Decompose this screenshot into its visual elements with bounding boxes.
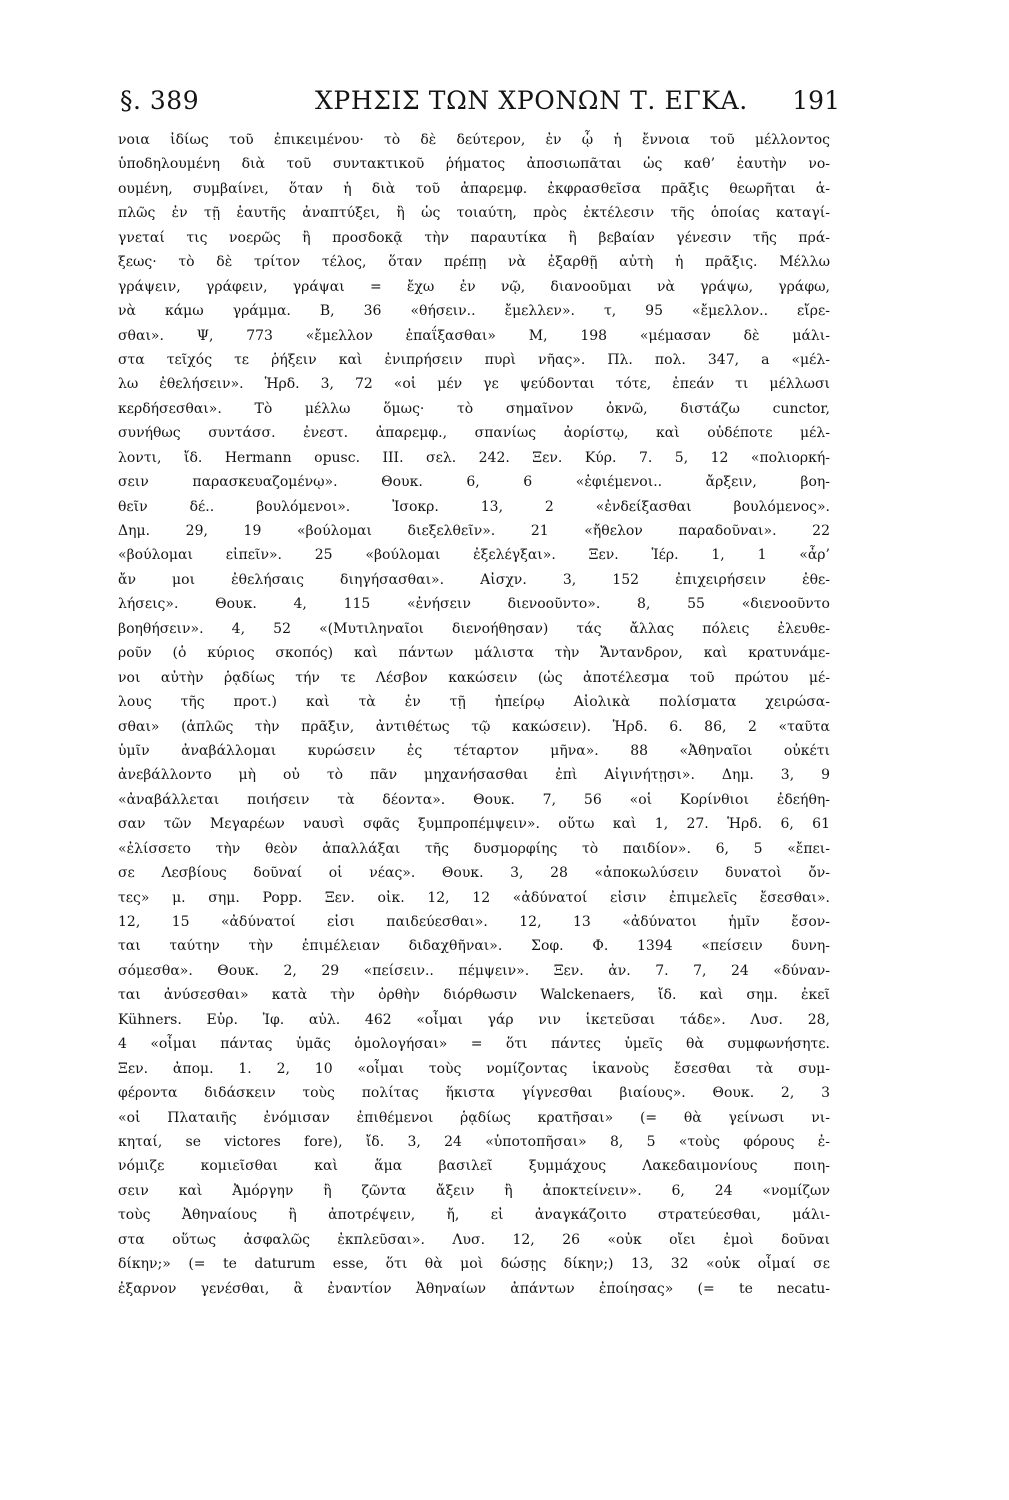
text-line: ἐξαρνον γενέσθαι, ἃ ἐναντίον Ἀθηναίων ἀπάντων ἐποίησας» (= te necatu- — [118, 1280, 830, 1297]
text-line: ροῦν (ὁ κύριος σκοπός) καὶ πάντων μάλιστα τὴν Ἄντανδρον, καὶ κρατυνάμε- — [118, 645, 830, 662]
text-line: λοντι, ἴδ. Hermann opusc. III. σελ. 242. Ξεν. Κύρ. 7. 5, 12 «πολιορκή- — [118, 449, 830, 466]
text-line: 12, 15 «ἀδύνατοί εἰσι παιδεύεσθαι». 12, 13 «ἀδύνατοι ἡμῖν ἔσον- — [118, 914, 830, 930]
text-line: Δημ. 29, 19 «βούλομαι διεξελθεῖν». 21 «ἤθελον παραδοῦναι». 22 — [118, 523, 830, 539]
text-line: Ξεν. ἀπομ. 1. 2, 10 «οἶμαι τοὺς νομίζοντας ἱκανοὺς ἔσεσθαι τὰ συμ- — [118, 1060, 830, 1077]
text-line: Kühners. Εὐρ. Ἰφ. αὐλ. 462 «οἶμαι γάρ νιν ἱκετεῦσαι τάδε». Λυσ. 28, — [118, 1011, 830, 1028]
section-number: §. 389 — [120, 86, 200, 115]
text-line: σθαι». Ψ, 773 «ἔμελλον ἐπαΐξασθαι» Μ, 198 «μέμασαν δὲ μάλι- — [118, 327, 830, 344]
text-line: νοι αὐτὴν ῥᾳδίως τήν τε Λέσβον κακώσειν (ὡς ἀποτέλεσμα τοῦ πρώτου μέ- — [118, 669, 830, 686]
text-line: συνήθως συντάσσ. ἐνεστ. ἀπαρεμφ., σπανίως ἀορίστῳ, καὶ οὐδέποτε μέλ- — [118, 425, 830, 442]
text-line: κερδήσεσθαι». Τὸ μέλλω ὅμως· τὸ σημαῖνον ὀκνῶ, διστάζω cunctor, — [118, 400, 830, 417]
text-line: φέροντα διδάσκειν τοὺς πολίτας ἥκιστα γίγνεσθαι βιαίους». Θουκ. 2, 3 — [118, 1085, 830, 1102]
text-line: νὰ κάμω γράμμα. Β, 36 «θήσειν.. ἔμελλεν». τ, 95 «ἔμελλον.. εἴρε- — [118, 303, 830, 320]
text-line: «ἐλίσσετο τὴν θεὸν ἀπαλλάξαι τῆς δυσμορφίης τὸ παιδίον». 6, 5 «ἔπει- — [118, 840, 830, 857]
text-line: θεῖν δέ.. βουλόμενοι». Ἰσοκρ. 13, 2 «ἐνδείξασθαι βουλόμενος». — [118, 498, 830, 515]
text-line: λήσεις». Θουκ. 4, 115 «ἐνήσειν διενοοῦντο». 8, 55 «διενοοῦντο — [118, 596, 830, 613]
text-line: γράψειν, γράφειν, γράψαι = ἔχω ἐν νῷ, διανοοῦμαι νὰ γράψω, γράφω, — [118, 278, 830, 295]
text-line: λους τῆς προτ.) καὶ τὰ ἐν τῇ ἠπείρῳ Αἰολικὰ πολίσματα χειρώσα- — [118, 694, 830, 711]
text-line: στα οὕτως ἀσφαλῶς ἐκπλεῦσαι». Λυσ. 12, 26 «οὐκ οἴει ἐμοὶ δοῦναι — [118, 1231, 830, 1248]
text-line: σθαι» (ἁπλῶς τὴν πρᾶξιν, ἀντιθέτως τῷ κακώσειν). Ἡρδ. 6. 86, 2 «ταῦτα — [118, 718, 830, 735]
text-line: ται ταύτην τὴν ἐπιμέλειαν διδαχθῆναι». Σοφ. Φ. 1394 «πείσειν δυνη- — [118, 938, 830, 955]
text-line: «ἀναβάλλεται ποιήσειν τὰ δέοντα». Θουκ. 7, 56 «οἱ Κορίνθιοι ἐδεήθη- — [118, 791, 830, 808]
text-line: τοὺς Ἀθηναίους ἢ ἀποτρέψειν, ἤ, εἰ ἀναγκάζοιτο στρατεύεσθαι, μάλι- — [118, 1207, 830, 1224]
text-line: ξεως· τὸ δὲ τρίτον τέλος, ὅταν πρέπῃ νὰ ἐξαρθῇ αὐτὴ ἡ πρᾶξις. Μέλλω — [118, 254, 830, 271]
page-number: 191 — [792, 86, 840, 115]
text-line: κηταί, se victores fore), ἴδ. 3, 24 «ὑποτοπῆσαι» 8, 5 «τοὺς φόρους ἐ- — [118, 1133, 830, 1150]
text-line: τες» μ. σημ. Popp. Ξεν. οἰκ. 12, 12 «ἀδύνατοί εἰσιν ἐπιμελεῖς ἔσεσθαι». — [118, 889, 830, 906]
text-line: σε Λεσβίους δοῦναί οἱ νέας». Θουκ. 3, 28 «ἀποκωλύσειν δυνατοὶ ὄν- — [118, 865, 830, 882]
text-line: στα τεῖχός τε ῥήξειν καὶ ἐνιπρήσειν πυρὶ νῆας». Πλ. πολ. 347, a «μέλ- — [118, 351, 830, 368]
running-title: ΧΡΗΣΙΣ ΤΩΝ ΧΡΟΝΩΝ Τ. ΕΓΚΑ. — [315, 86, 748, 115]
text-line: ουμένη, συμβαίνει, ὅταν ἡ διὰ τοῦ ἀπαρεμφ. ἐκφρασθεῖσα πρᾶξις θεωρῆται ἁ- — [118, 180, 830, 197]
text-line: σόμεσθα». Θουκ. 2, 29 «πείσειν.. πέμψειν». Ξεν. ἀν. 7. 7, 24 «δύναν- — [118, 962, 830, 979]
text-line: πλῶς ἐν τῇ ἑαυτῆς ἀναπτύξει, ἢ ὡς τοιαύτη, πρὸς ἐκτέλεσιν τῆς ὁποίας καταγί- — [118, 205, 830, 222]
running-header — [120, 86, 840, 126]
text-line: σειν καὶ Ἀμόργην ἢ ζῶντα ἄξειν ἢ ἀποκτείνειν». 6, 24 «νομίζων — [118, 1182, 830, 1199]
text-line: «οἱ Πλαταιῆς ἐνόμισαν ἐπιθέμενοι ῥᾳδίως κρατῆσαι» (= θὰ γείνωσι νι- — [118, 1109, 830, 1126]
text-line: βοηθήσειν». 4, 52 «(Μυτιληναῖοι διενοήθησαν) τάς ἄλλας πόλεις ἐλευθε- — [118, 620, 830, 637]
text-line: ται ἀνύσεσθαι» κατὰ τὴν ὀρθὴν διόρθωσιν Walckenaers, ἴδ. καὶ σημ. ἐκεῖ — [118, 987, 830, 1004]
text-line: ὑποδηλουμένη διὰ τοῦ συντακτικοῦ ῥήματος ἀποσιωπᾶται ὡς καθ’ ἑαυτὴν νο- — [118, 156, 830, 173]
text-line: ἄν μοι ἐθελήσαις διηγήσασθαι». Αἰσχν. 3, 152 ἐπιχειρήσειν ἐθε- — [118, 571, 830, 588]
text-line: γνεταί τις νοερῶς ἢ προσδοκᾷ τὴν παραυτίκα ἢ βεβαίαν γένεσιν τῆς πρά- — [118, 229, 830, 246]
text-line: νοια ἰδίως τοῦ ἐπικειμένου· τὸ δὲ δεύτερον, ἐν ᾧ ἡ ἔννοια τοῦ μέλλοντος — [118, 132, 830, 148]
text-line: νόμιζε κομιεῖσθαι καὶ ἅμα βασιλεῖ ξυμμάχους Λακεδαιμονίους ποιη- — [118, 1158, 830, 1175]
text-line: λω ἐθελήσειν». Ἡρδ. 3, 72 «οἱ μέν γε ψεύδονται τότε, ἐπεάν τι μέλλωσι — [118, 376, 830, 393]
text-line: ἀνεβάλλοντο μὴ οὐ τὸ πᾶν μηχανήσασθαι ἐπὶ Αἰγινήτῃσι». Δημ. 3, 9 — [118, 767, 830, 784]
text-line: ὑμῖν ἀναβάλλομαι κυρώσειν ἐς τέταρτον μῆνα». 88 «Ἀθηναῖοι οὐκέτι — [118, 742, 830, 759]
text-line: «βούλομαι εἰπεῖν». 25 «βούλομαι ἐξελέγξαι». Ξεν. Ἱέρ. 1, 1 «ἆρ’ — [118, 547, 830, 564]
text-line: δίκην;» (= te daturum esse, ὅτι θὰ μοὶ δώσῃς δίκην;) 13, 32 «οὐκ οἶμαί σε — [118, 1256, 830, 1273]
text-line: σειν παρασκευαζομένῳ». Θουκ. 6, 6 «ἐφιέμενοι.. ἄρξειν, βοη- — [118, 474, 830, 491]
body-text — [118, 128, 830, 1301]
text-line: 4 «οἶμαι πάντας ὑμᾶς ὁμολογήσαι» = ὅτι πάντες ὑμεῖς θὰ συμφωνήσητε. — [118, 1036, 830, 1053]
text-line: σαν τῶν Μεγαρέων ναυσὶ σφᾶς ξυμπροπέμψειν». οὕτω καὶ 1, 27. Ἡρδ. 6, 61 — [118, 816, 830, 833]
